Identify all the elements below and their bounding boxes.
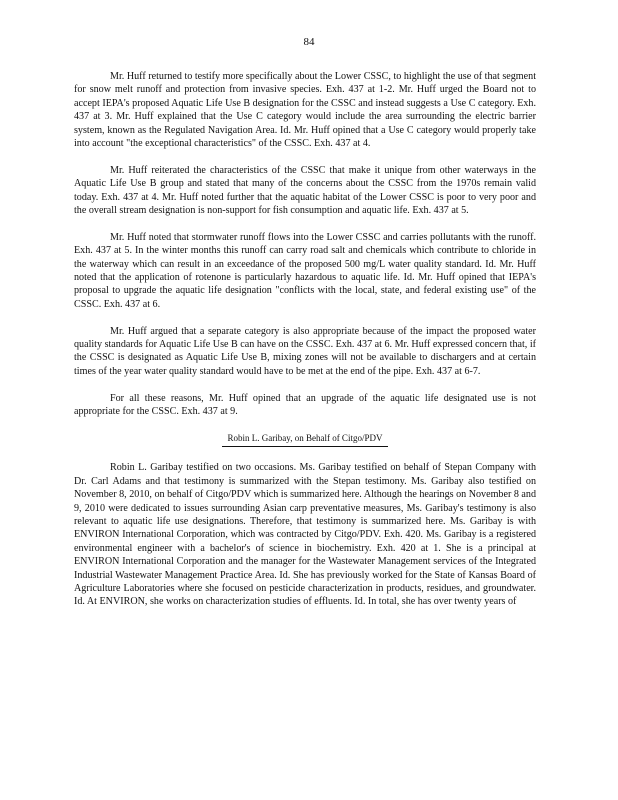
- section-heading-text: Robin L. Garibay, on Behalf of Citgo/PDV: [222, 432, 389, 447]
- page-number: 84: [303, 36, 315, 48]
- paragraph-huff-characteristics: Mr. Huff reiterated the characteristics of the CSSC that make it unique from other waterways in the Aquatic Life Use B group and stated that many of the concerns about the CSSC from the 1970s remain valid today. Exh. 437 at 4. Mr. Huff noted further that the aquatic habitat of the Lower CSSC is poor to very poor and the overall stream designation is non-support for fish consumption and aquatic life. Exh. 437 at 5.: [74, 164, 536, 217]
- section-heading: [74, 432, 536, 447]
- paragraph-huff-separate-category: Mr. Huff argued that a separate category is also appropriate because of the impact the proposed water quality standards for Aquatic Life Use B can have on the CSSC. Exh. 437 at 6. Mr. Huff expressed concern that, if the CSSC is designated as Aquatic Life Use B, mixing zones will not be available to dischargers and at certain times of the year water quality standard would have to be met at the end of the pipe. Exh. 437 at 6-7.: [74, 325, 536, 377]
- paragraph-huff-stormwater: Mr. Huff noted that stormwater runoff flows into the Lower CSSC and carries pollutants with the runoff. Exh. 437 at 5. In the winter months this runoff can carry road salt and chemicals which contribute to chloride in the waterway which can result in an exceedance of the proposed 500 mg/L water quality standard. Id. Mr. Huff noted that the application of rotenone is particularly hazardous to aquatic life. Id. Mr. Huff opined that IEPA's proposal to upgrade the aquatic life designation "conflicts with the local, state, and federal existing use" of the CSSC. Exh. 437 at 6.: [74, 231, 536, 310]
- paragraph-garibay-testimony: Robin L. Garibay testified on two occasions. Ms. Garibay testified on behalf of Stepan Company with Dr. Carl Adams and that testimony is summarized with the Stepan testimony. Ms. Garibay also testified on November 8, 2010, on behalf of Citgo/PDV which is summarized here. Although the hearings on November 8 and 9, 2010 were dedicated to issues surrounding Asian carp preventative measures, Ms. Garibay's testimony is also relevant to aquatic life use designations. Therefore, that testimony is summarized here. Ms. Garibay is with ENVIRON International Corporation, which was contracted by Citgo/PDV. Exh. 420. Ms. Garibay is a registered environmental engineer with a bachelor's of science in biochemistry. Exh. 420 at 1. She is a principal at ENVIRON International Corporation and the manager for the Wastewater Management services of the Integrated Industrial Wastewater Management Practice Area. Id. She has previously worked for the State of Kansas Board of Agriculture Laboratories where she focused on pesticide characterization in products, residues, and groundwater. Id. At ENVIRON, she works on characterization studies of effluents. Id. In total, she has over twenty years of: [74, 462, 536, 608]
- paragraph-huff-conclusion: For all these reasons, Mr. Huff opined that an upgrade of the aquatic life designated use is not appropriate for the CSSC. Exh. 437 at 9.: [74, 392, 536, 418]
- document-body: [74, 70, 536, 622]
- paragraph-huff-lower-cssc: Mr. Huff returned to testify more specifically about the Lower CSSC, to highlight the use of that segment for snow melt runoff and protection from invasive species. Exh. 437 at 1-2. Mr. Huff urged the Board not to accept IEPA's proposed Aquatic Life Use B designation for the CSSC and instead suggests a Use C category. Exh. 437 at 3. Mr. Huff explained that the Use C category would include the area surrounding the electric barrier system, known as the Regulated Navigation Area. Id. Mr. Huff opined that a Use C category would properly take into account "the exceptional characteristics" of the CSSC. Exh. 437 at 4.: [74, 71, 536, 150]
